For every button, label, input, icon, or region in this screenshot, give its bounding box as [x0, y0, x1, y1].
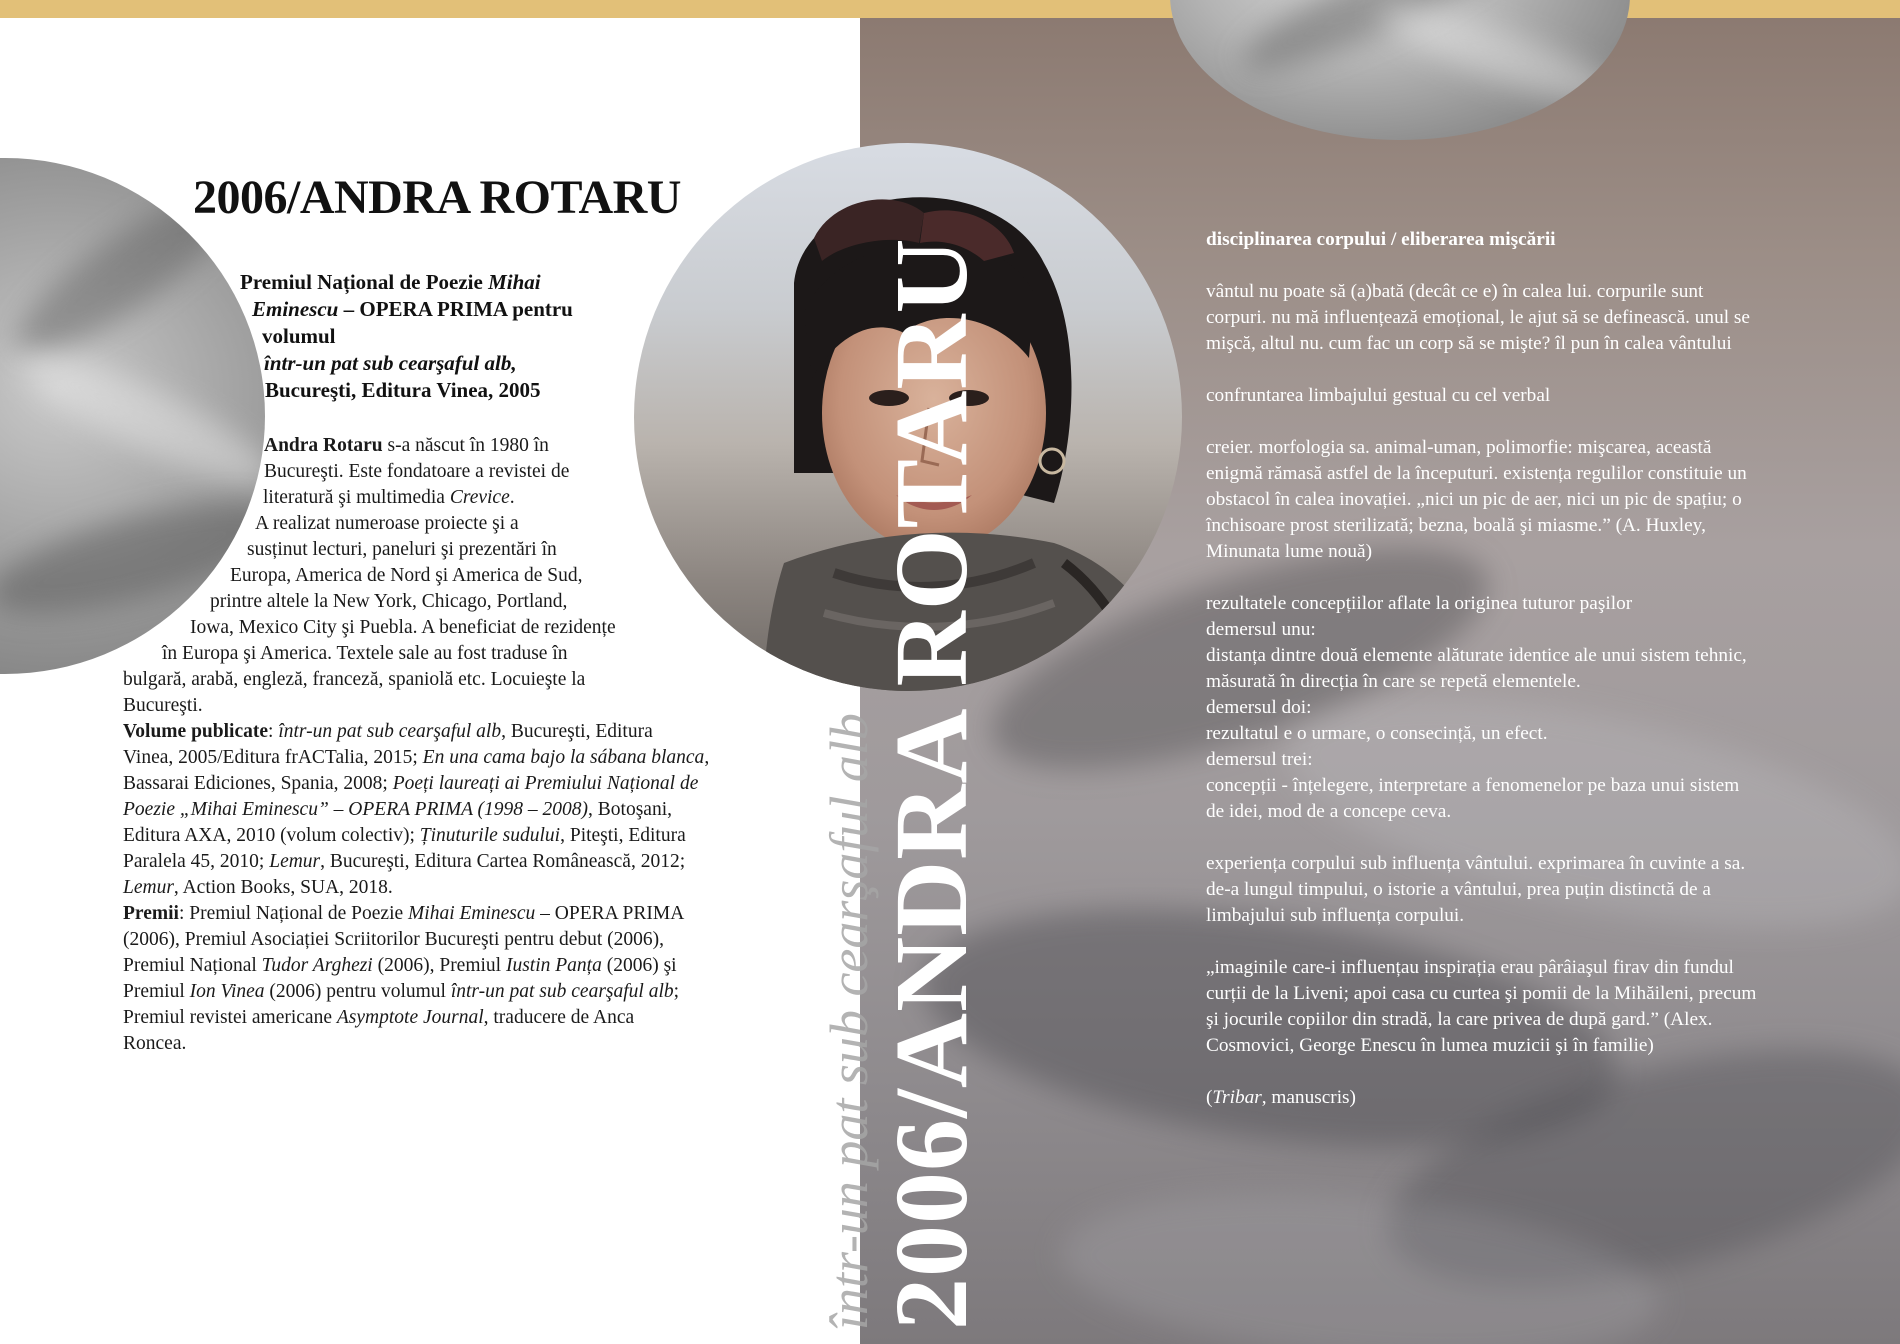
poem-line: limbajului sub influența corpului.	[1206, 905, 1465, 926]
page-title: 2006/ANDRA ROTARU	[193, 171, 681, 224]
awards-line	[123, 953, 677, 979]
source-italic: Tribar	[1212, 1087, 1262, 1108]
poem-line: măsurată în direcția în care se repetă elementele.	[1206, 671, 1581, 692]
volumes-line	[123, 719, 653, 745]
volumes-text: Editura AXA, 2010 (volum colectiv);	[123, 825, 420, 846]
awards-text: : Premiul Național de Poezie	[178, 903, 409, 924]
volumes-italic: într-un pat sub cearşaful alb	[278, 721, 502, 742]
bio-line: Bucureşti. Este fondatoare a revistei de	[264, 461, 570, 482]
prize-line: volumul	[262, 324, 336, 348]
bio-line: bulgară, arabă, engleză, franceză, spaniolă etc. Locuieşte la	[123, 669, 586, 690]
poem-line: de idei, mod de a concepe ceva.	[1206, 801, 1452, 822]
awards-text: Premiul Național	[123, 955, 262, 976]
bio-line: Europa, America de Nord şi America de Sud,	[230, 565, 583, 586]
awards-italic: Iustin Panța	[505, 955, 602, 976]
volumes-italic: Poezie „Mihai Eminescu” – OPERA PRIMA (1998 – 2008)	[123, 799, 589, 820]
poem-line: demersul doi:	[1206, 697, 1312, 718]
poem-line: Minunata lume nouă)	[1206, 541, 1372, 562]
volumes-italic: En una cama bajo la sábana blanca	[422, 747, 705, 768]
bio-text: s-a născut în 1980 în	[382, 435, 549, 456]
volumes-line	[123, 745, 709, 771]
prize-line: într-un pat sub cearşaful alb,	[264, 351, 517, 375]
poem-line: rezultatul e o urmare, o consecință, un efect.	[1206, 723, 1548, 744]
bio-bold: Andra Rotaru	[264, 435, 383, 456]
bio-text: literatură şi multimedia	[263, 487, 450, 508]
volumes-text: Paralela 45, 2010;	[123, 851, 270, 872]
bio-line: Bucureşti.	[123, 695, 203, 716]
prize-text: Premiul Național de Poezie	[240, 270, 489, 294]
prize-italic: Eminescu	[252, 297, 339, 321]
poem-line: închisoare prost sterilizată; bezna, boală şi miasme.” (A. Huxley,	[1206, 515, 1706, 536]
prize-text: – OPERA PRIMA pentru	[338, 297, 573, 321]
prize-line	[252, 296, 573, 322]
volumes-text: , Botoşani,	[588, 799, 673, 820]
awards-italic: Ion Vinea	[189, 981, 265, 1002]
awards-line	[123, 901, 684, 927]
volumes-text: , Bucureşti, Editura	[501, 721, 653, 742]
awards-text: – OPERA PRIMA	[535, 903, 685, 924]
awards-line	[123, 979, 679, 1005]
poem-line: mişcă, altul nu. cum fac un corp să se mişte? îl pun în calea vântului	[1206, 333, 1732, 354]
poem-line: obstacol în calea inovației. „nici un pic de aer, nici un pic de spațiu; o	[1206, 489, 1742, 510]
volumes-line	[123, 823, 686, 849]
spine-book-title: într-un pat sub cearşaful alb	[819, 713, 879, 1330]
poem-line: de-a lungul timpului, o istorie a vântului, prea puțin distinctă de a	[1206, 879, 1711, 900]
source-text: (	[1206, 1087, 1213, 1108]
poem-line: concepții - înțelegere, interpretare a fenomenelor pe baza unui sistem	[1206, 775, 1740, 796]
spine-author-name: 2006/ANDRA ROTARU	[874, 237, 989, 1330]
volumes-line	[123, 771, 698, 797]
volumes-text: Bassarai Ediciones, Spania, 2008;	[123, 773, 393, 794]
poem-line: şi jocurile copiilor din stradă, la care privea de după gard.” (Alex.	[1206, 1009, 1713, 1030]
bio-line: printre altele la New York, Chicago, Portland,	[210, 591, 568, 612]
awards-text: Premiul revistei americane	[123, 1007, 337, 1028]
volumes-text: ,	[704, 747, 710, 768]
awards-text: , traducere de Anca	[483, 1007, 635, 1028]
volumes-text: , Action Books, SUA, 2018.	[173, 877, 393, 898]
awards-text: ;	[673, 981, 680, 1002]
awards-italic: într-un pat sub cearşaful alb	[450, 981, 674, 1002]
volumes-text: :	[268, 721, 279, 742]
awards-text: (2006) şi	[601, 955, 677, 976]
source-text: , manuscris)	[1261, 1087, 1356, 1108]
poem-line: demersul trei:	[1206, 749, 1313, 770]
awards-text: (2006), Premiul	[372, 955, 506, 976]
awards-text: Premiul	[123, 981, 190, 1002]
prize-italic: Mihai	[488, 270, 541, 294]
volumes-line	[123, 849, 685, 875]
bio-line	[264, 433, 549, 459]
volumes-italic: Lemur	[269, 851, 321, 872]
poem-line: creier. morfologia sa. animal-uman, polimorfie: mişcarea, această	[1206, 437, 1712, 458]
poem-line: experiența corpului sub influența vântului. exprimarea în cuvinte a sa.	[1206, 853, 1746, 874]
poem-source	[1206, 1085, 1356, 1111]
volumes-text: , Bucureşti, Editura Cartea Românească, 2012;	[320, 851, 686, 872]
bio-line: Iowa, Mexico City şi Puebla. A beneficiat de rezidențe	[190, 617, 616, 638]
awards-italic: Mihai Eminescu	[408, 903, 536, 924]
awards-line: (2006), Premiul Asociației Scriitorilor Bucureşti pentru debut (2006),	[123, 929, 665, 950]
awards-heading: Premii	[123, 903, 179, 924]
poem-line: confruntarea limbajului gestual cu cel verbal	[1206, 385, 1551, 406]
poem-line: distanța dintre două elemente alăturate identice ale unui sistem tehnic,	[1206, 645, 1747, 666]
bio-line: în Europa şi America. Textele sale au fost traduse în	[162, 643, 568, 664]
poem-line: curții de la Liveni; apoi casa cu curtea şi pomii de la Mihăileni, precum	[1206, 983, 1757, 1004]
volumes-italic: Lemur	[123, 877, 174, 898]
poem-heading: disciplinarea corpului / eliberarea mişcării	[1206, 229, 1556, 250]
awards-italic: Tudor Arghezi	[261, 955, 373, 976]
awards-line: Roncea.	[123, 1033, 187, 1054]
bio-line: susținut lecturi, paneluri şi prezentări în	[247, 539, 557, 560]
awards-italic: Asymptote Journal	[336, 1007, 484, 1028]
awards-text: (2006) pentru volumul	[264, 981, 451, 1002]
volumes-text: Vinea, 2005/Editura frACTalia, 2015;	[123, 747, 423, 768]
bio-line: A realizat numeroase proiecte şi a	[255, 513, 519, 534]
volumes-text: , Piteşti, Editura	[560, 825, 686, 846]
poem-line: corpuri. nu mă influențează emoțional, le ajut să se definească. unul se	[1206, 307, 1750, 328]
volumes-heading: Volume publicate	[123, 721, 269, 742]
bio-text: .	[509, 487, 515, 508]
prize-line: Bucureşti, Editura Vinea, 2005	[265, 378, 541, 402]
awards-line	[123, 1005, 634, 1031]
poem-line: vântul nu poate să (a)bată (decât ce e) în calea lui. corpurile sunt	[1206, 281, 1704, 302]
poem-line: enigmă rămasă astfel de la începuturi. existența regulilor constituie un	[1206, 463, 1747, 484]
poem-line: rezultatele concepțiilor aflate la originea tuturor paşilor	[1206, 593, 1633, 614]
volumes-italic: Poeți laureați ai Premiului Național de	[392, 773, 699, 794]
poem-line: demersul unu:	[1206, 619, 1316, 640]
poem-line: Cosmovici, George Enescu în lumea muzicii şi în familie)	[1206, 1035, 1654, 1056]
bio-italic: Crevice	[449, 487, 510, 508]
bio-line	[263, 485, 515, 511]
volumes-line	[123, 797, 672, 823]
prize-line	[240, 269, 541, 295]
volumes-line	[123, 875, 393, 901]
volumes-italic: Ținuturile sudului	[419, 825, 561, 846]
poem-line: „imaginile care-i influențau inspirația erau pârâiaşul firav din fundul	[1206, 957, 1734, 978]
